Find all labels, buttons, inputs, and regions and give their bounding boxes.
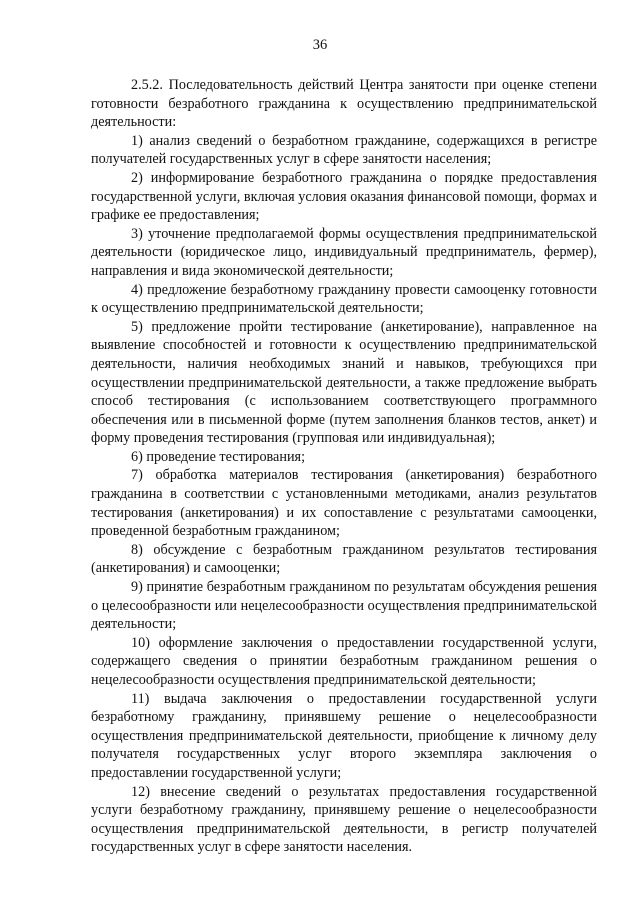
list-item-4: 4) предложение безработному гражданину провести самооценку готовности к осуществлению предпринимательской деятельности; [91, 281, 597, 317]
paragraph-2-5-2-intro: 2.5.2. Последовательность действий Центра занятости при оценке степени готовности безработного гражданина к осуществлению предпринимательской деятельности: [91, 77, 597, 131]
list-item-5: 5) предложение пройти тестирование (анкетирование), направленное на выявление способностей и готовности к осуществлению предпринимательской деятельности, наличия необходимых знаний и навыков, требующихся при осуществлении предпринимательской деятельности, а также предложение выбрать способ тестирования (с использованием соответствующего программного обеспечения или в письменной форме (путем заполнения бланков тестов, анкет) и форму проведения тестирования (групповая или индивидуальная); [91, 318, 597, 447]
list-item-12: 12) внесение сведений о результатах предоставления государственной услуги безработному гражданину, принявшему решение о нецелесообразности осуществления предпринимательской деятельности, в регистр получателей государственных услуг в сфере занятости населения. [91, 783, 597, 856]
document-body [91, 76, 597, 857]
list-item-9: 9) принятие безработным гражданином по результатам обсуждения решения о целесообразности или нецелесообразности осуществления предпринимательской деятельности; [91, 579, 597, 633]
list-item-10: 10) оформление заключения о предоставлении государственной услуги, содержащего сведения о принятии безработным гражданином решения о нецелесообразности осуществления предпринимательской деятельности; [91, 634, 597, 688]
list-item-7: 7) обработка материалов тестирования (анкетирования) безработного гражданина в соответствии с установленными методиками, анализ результатов тестирования (анкетирования) и их сопоставление с результатами самооценки, проведенной безработным гражданином; [91, 467, 597, 540]
list-item-6: 6) проведение тестирования; [131, 448, 306, 465]
list-item-2: 2) информирование безработного гражданина о порядке предоставления государственной услуги, включая условия оказания финансовой помощи, формах и графике ее предоставления; [91, 169, 597, 224]
list-item-8: 8) обсуждение с безработным гражданином результатов тестирования (анкетирования) и самооценки; [91, 541, 597, 577]
list-item-1: 1) анализ сведений о безработном гражданине, содержащихся в регистре получателей государственных услуг в сфере занятости населения; [91, 132, 597, 168]
page-number: 36 [312, 37, 328, 53]
list-item-3: 3) уточнение предполагаемой формы осуществления предпринимательской деятельности (юридическое лицо, индивидуальный предприниматель, фермер), направления и вида экономической деятельности; [91, 225, 597, 279]
list-item-11: 11) выдача заключения о предоставлении государственной услуги безработному гражданину, принявшему решение о нецелесообразности осуществления предпринимательской деятельности, приобщение к личному делу получателя государственных услуг второго экземпляра заключения о предоставлении государственной услуги; [91, 690, 597, 781]
